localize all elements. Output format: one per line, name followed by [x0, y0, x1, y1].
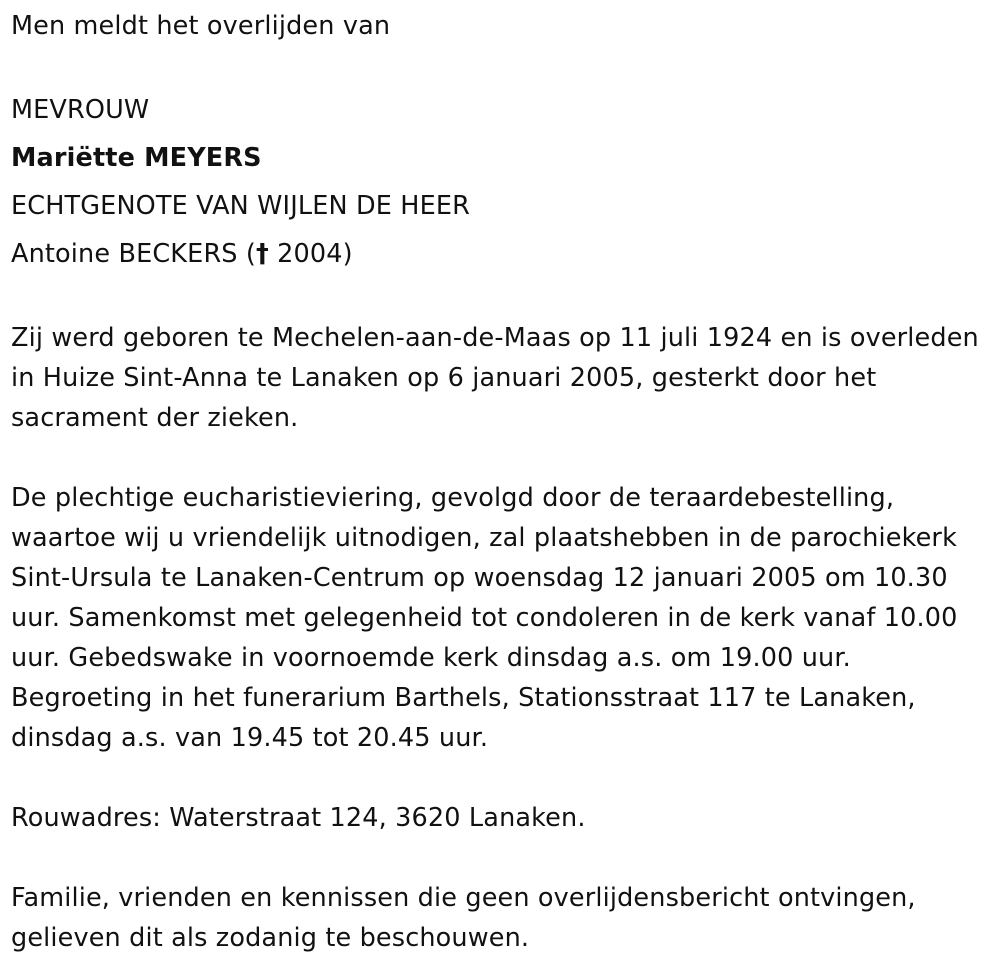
- salutation: MEVROUW: [11, 95, 150, 125]
- paragraph-line: Familie, vrienden en kennissen die geen overlijdensbericht ontvingen,: [11, 883, 916, 913]
- paragraph-line: Zij werd geboren te Mechelen-aan-de-Maas op 11 juli 1924 en is overleden: [11, 323, 979, 353]
- spacer: [11, 838, 996, 878]
- paragraph-line: dinsdag a.s. van 19.45 tot 20.45 uur.: [11, 723, 489, 753]
- mourning-address: Rouwadres: Waterstraat 124, 3620 Lanaken.: [11, 803, 586, 833]
- obituary-notice: [11, 6, 996, 958]
- deceased-name: Mariëtte MEYERS: [11, 143, 262, 173]
- spacer: [11, 46, 996, 86]
- spacer: [11, 438, 996, 478]
- spouse-line: [11, 230, 996, 278]
- paragraph-line: sacrament der zieken.: [11, 403, 299, 433]
- spouse-name: Antoine BECKERS (: [11, 239, 256, 269]
- paragraph-line: Begroeting in het funerarium Barthels, Stationsstraat 117 te Lanaken,: [11, 683, 916, 713]
- intro-text: Men meldt het overlijden van: [11, 11, 391, 41]
- spouse-death-year: 2004): [268, 239, 353, 269]
- spacer: [11, 278, 996, 318]
- paragraph-line: in Huize Sint-Anna te Lanaken op 6 januari 2005, gesterkt door het: [11, 363, 877, 393]
- paragraph-line: uur. Gebedswake in voornoemde kerk dinsdag a.s. om 19.00 uur.: [11, 643, 851, 673]
- service-paragraph: [11, 478, 996, 758]
- paragraph-line: waartoe wij u vriendelijk uitnodigen, zal plaatshebben in de parochiekerk: [11, 523, 957, 553]
- paragraph-line: De plechtige eucharistieviering, gevolgd door de teraardebestelling,: [11, 483, 895, 513]
- closing-paragraph: [11, 878, 996, 958]
- paragraph-line: gelieven dit als zodanig te beschouwen.: [11, 923, 530, 953]
- spacer: [11, 758, 996, 798]
- cross-icon: †: [256, 239, 269, 269]
- paragraph-line: uur. Samenkomst met gelegenheid tot condoleren in de kerk vanaf 10.00: [11, 603, 958, 633]
- birth-paragraph: [11, 318, 996, 438]
- paragraph-line: Sint-Ursula te Lanaken-Centrum op woensdag 12 januari 2005 om 10.30: [11, 563, 948, 593]
- relation-text: ECHTGENOTE VAN WIJLEN DE HEER: [11, 191, 470, 221]
